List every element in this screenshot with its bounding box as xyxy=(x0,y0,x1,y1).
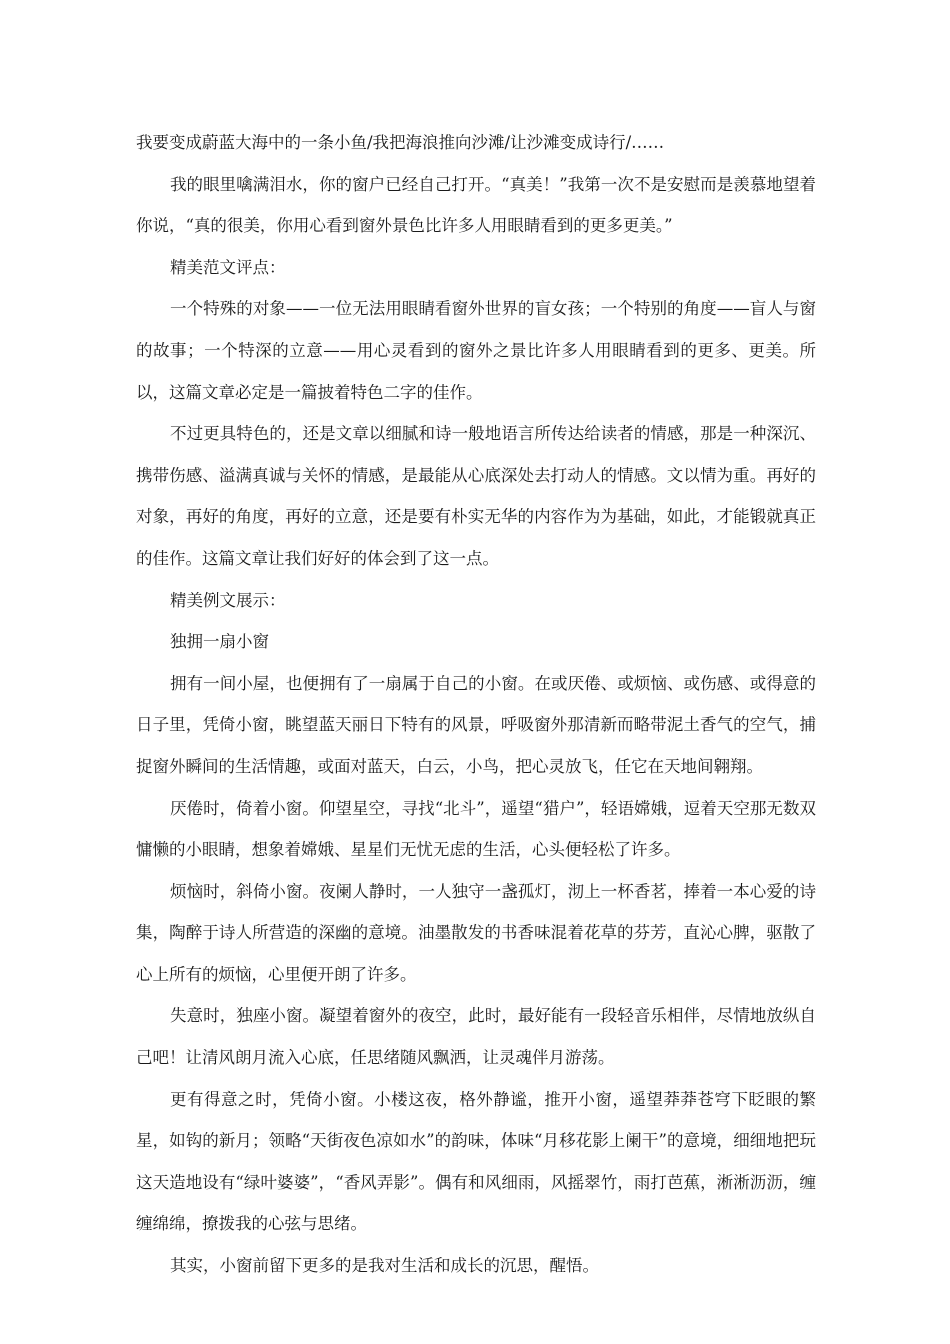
paragraph-example-3: 烦恼时，斜倚小窗。夜阑人静时，一人独守一盏孤灯，沏上一杯香茗，捧着一本心爱的诗集，陶醉于诗人所营造的深幽的意境。油墨散发的书香味混着花草的芬芳，直沁心脾，驱散了心上所有的烦恼，心里便开朗了许多。 xyxy=(136,881,816,984)
paragraph-example-1: 拥有一间小屋，也便拥有了一扇属于自己的小窗。在或厌倦、或烦恼、或伤感、或得意的日子里，凭倚小窗，眺望蓝天丽日下特有的风景，呼吸窗外那清新而略带泥土香气的空气，捕捉窗外瞬间的生活情趣，或面对蓝天，白云，小鸟，把心灵放飞，任它在天地间翱翔。 xyxy=(136,673,816,776)
paragraph-example-6: 其实，小窗前留下更多的是我对生活和成长的沉思，醒悟。 xyxy=(170,1256,599,1276)
paragraph-example-4: 失意时，独座小窗。凝望着窗外的夜空，此时，最好能有一段轻音乐相伴，尽情地放纵自己吧！让清风朗月流入心底，任思绪随风飘洒，让灵魂伴月游荡。 xyxy=(136,1006,816,1068)
paragraph-example-5: 更有得意之时，凭倚小窗。小楼这夜，格外静谧，推开小窗，遥望莽莽苍穹下眨眼的繁星，如钩的新月；领略“天街夜色凉如水”的韵味，体味“月移花影上阑干”的意境，细细地把玩这天造地设有“绿叶婆婆”，“香风弄影”。偶有和风细雨，风摇翠竹，雨打芭蕉，淅淅沥沥，缠缠绵绵，撩拨我的心弦与思绪。 xyxy=(136,1089,816,1234)
paragraph-commentary-1: 一个特殊的对象——一位无法用眼睛看窗外世界的盲女孩；一个特别的角度——盲人与窗的故事；一个特深的立意——用心灵看到的窗外之景比许多人用眼睛看到的更多、更美。所以，这篇文章必定是一篇披着特色二字的佳作。 xyxy=(136,299,816,402)
paragraph-tears: 我的眼里噙满泪水，你的窗户已经自己打开。“真美！”我第一次不是安慰而是羡慕地望着你说，“真的很美，你用心看到窗外景色比许多人用眼睛看到的更多更美。” xyxy=(136,174,816,236)
poem-line: 我要变成蔚蓝大海中的一条小鱼/我把海浪推向沙滩/让沙滩变成诗行/…… xyxy=(136,133,665,152)
paragraph-example-2: 厌倦时，倚着小窗。仰望星空，寻找“北斗”，遥望“猎户”，轻语嫦娥，逗着天空那无数双慵懒的小眼睛，想象着嫦娥、星星们无忧无虑的生活，心头便轻松了许多。 xyxy=(136,798,816,860)
example-title: 独拥一扇小窗 xyxy=(170,632,269,652)
heading-commentary: 精美范文评点： xyxy=(170,257,286,277)
paragraph-commentary-2: 不过更具特色的，还是文章以细腻和诗一般地语言所传达给读者的情感，那是一种深沉、携带伤感、溢满真诚与关怀的情感，是最能从心底深处去打动人的情感。文以情为重。再好的对象，再好的角度，再好的立意，还是要有朴实无华的内容作为为基础，如此，才能锻就真正的佳作。这篇文章让我们好好的体会到了这一点。 xyxy=(136,424,816,568)
document-body xyxy=(136,122,816,1287)
heading-example: 精美例文展示： xyxy=(170,590,286,610)
